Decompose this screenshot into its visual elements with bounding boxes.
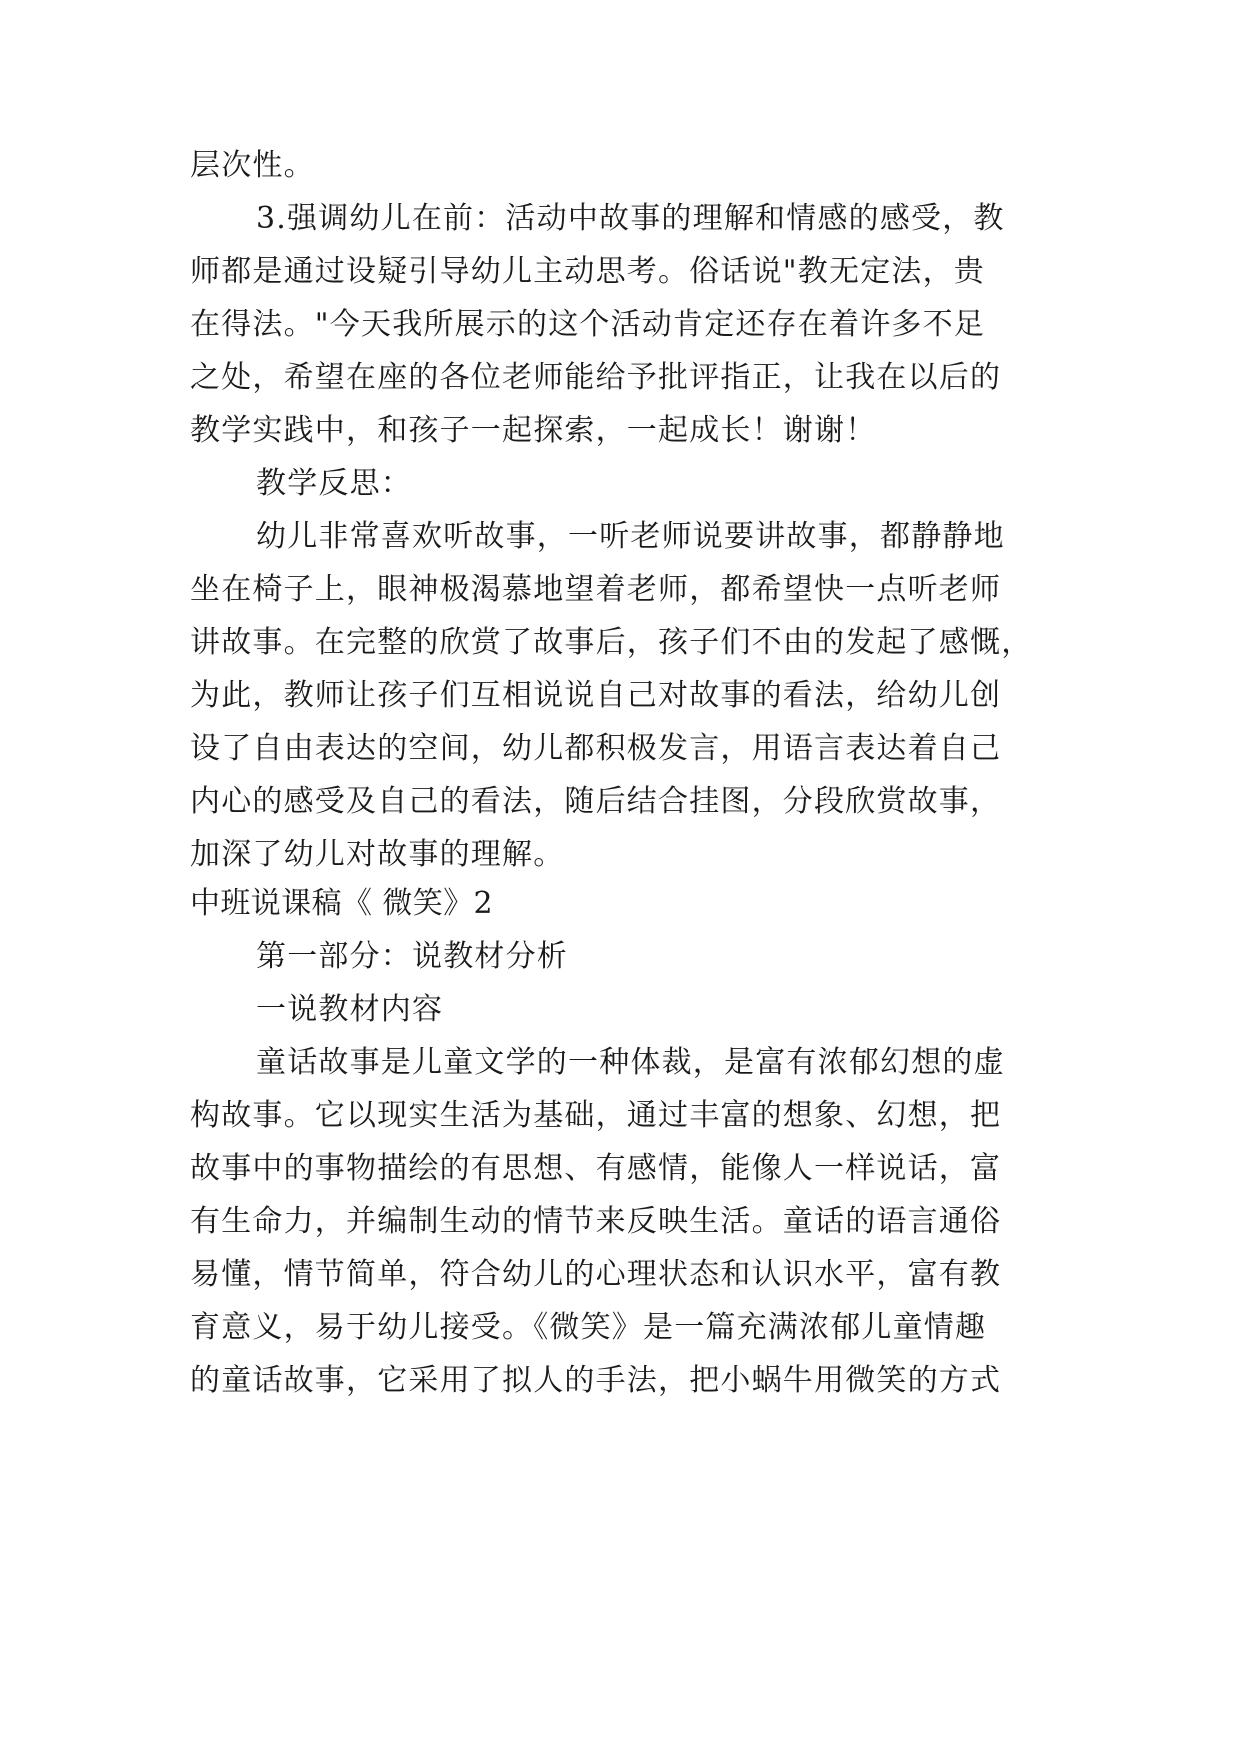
paragraph-line: 育意义，易于幼儿接受。《微笑》是一篇充满浓郁儿童情趣 xyxy=(190,1310,987,1345)
paragraph-line: 教学实践中，和孩子一起探索，一起成长！谢谢！ xyxy=(190,413,877,448)
paragraph-line: 坐在椅子上，眼神极渴慕地望着老师，都希望快一点听老师 xyxy=(190,572,1002,607)
paragraph-line: 3.强调幼儿在前：活动中故事的理解和情感的感受，教 xyxy=(256,201,1005,236)
document-heading: 中班说课稿《 微笑》2 xyxy=(190,886,494,921)
paragraph-line: 内心的感受及自己的看法，随后结合挂图，分段欣赏故事， xyxy=(190,784,1002,819)
paragraph-line: 之处，希望在座的各位老师能给予批评指正，让我在以后的 xyxy=(190,360,1002,395)
paragraph-line: 讲故事。在完整的欣赏了故事后，孩子们不由的发起了感慨， xyxy=(190,625,1033,660)
paragraph-line: 有生命力，并编制生动的情节来反映生活。童话的语言通俗 xyxy=(190,1204,1002,1239)
paragraph-line: 的童话故事，它采用了拟人的手法，把小蜗牛用微笑的方式 xyxy=(190,1363,1002,1398)
paragraph-line: 童话故事是儿童文学的一种体裁，是富有浓郁幻想的虚 xyxy=(256,1045,1005,1080)
paragraph-line: 师都是通过设疑引导幼儿主动思考。俗话说"教无定法，贵 xyxy=(190,254,985,289)
paragraph-line: 设了自由表达的空间，幼儿都积极发言，用语言表达着自己 xyxy=(190,731,1002,766)
paragraph-line: 加深了幼儿对故事的理解。 xyxy=(190,837,565,872)
section-label: 一说教材内容 xyxy=(256,992,444,1027)
paragraph-line: 易懂，情节简单，符合幼儿的心理状态和认识水平，富有教 xyxy=(190,1257,1002,1292)
paragraph-line: 故事中的事物描绘的有思想、有感情，能像人一样说话，富 xyxy=(190,1151,1002,1186)
section-label: 第一部分：说教材分析 xyxy=(256,939,568,974)
paragraph-line: 构故事。它以现实生活为基础，通过丰富的想象、幻想，把 xyxy=(190,1098,1002,1133)
paragraph-line: 在得法。"今天我所展示的这个活动肯定还存在着许多不足 xyxy=(190,307,985,342)
section-label: 教学反思： xyxy=(256,466,412,501)
paragraph-line: 为此，教师让孩子们互相说说自己对故事的看法，给幼儿创 xyxy=(190,678,1002,713)
paragraph-line: 层次性。 xyxy=(190,148,315,183)
paragraph-line: 幼儿非常喜欢听故事，一听老师说要讲故事，都静静地 xyxy=(256,519,1005,554)
